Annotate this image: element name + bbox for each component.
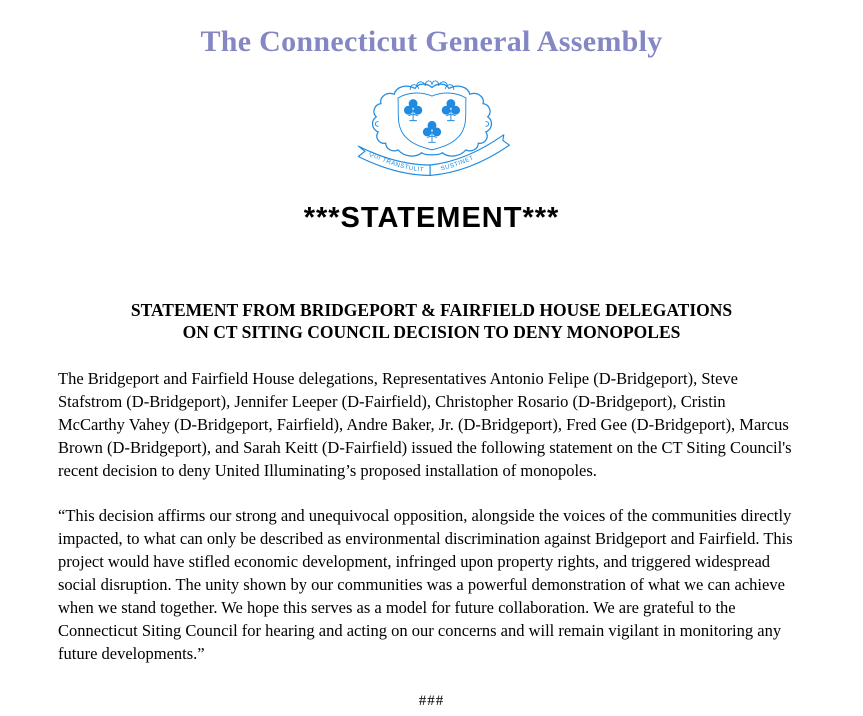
grapevine-left <box>404 100 421 121</box>
connecticut-coat-of-arms-icon <box>346 80 518 182</box>
state-crest <box>0 80 863 182</box>
statement-heading-line1: STATEMENT FROM BRIDGEPORT & FAIRFIELD HOUSE DELEGATIONS <box>130 300 733 320</box>
crest-cartouche <box>372 81 491 156</box>
statement-heading <box>0 300 863 343</box>
statement-banner: ***STATEMENT*** <box>303 202 560 234</box>
motto-left: QUI TRANSTULIT <box>367 150 424 174</box>
grapevine-bottom <box>423 121 440 142</box>
statement-paragraph-1: The Bridgeport and Fairfield House delegations, Representatives Antonio Felipe (D-Bridgeport), Steve Stafstrom (D-Bridgeport), Jennifer Leeper (D-Fairfield), Christopher Rosario (D-Bridgeport), Cristin McCarthy Vahey (D-Bridgeport, Fairfield), Andre Baker, Jr. (D-Bridgeport), Fred Gee (D-Bridgeport), Marcus Brown (D-Bridgeport), and Sarah Keitt (D-Fairfield) issued the following statement on the CT Siting Council's recent decision to deny United Illuminating’s proposed installation of monopoles. <box>58 369 792 480</box>
end-mark: ### <box>418 693 445 709</box>
masthead-title: The Connecticut General Assembly <box>200 25 663 58</box>
grapevine-right <box>442 100 459 121</box>
grapevines <box>404 100 459 143</box>
statement-paragraph-2: “This decision affirms our strong and unequivocal opposition, alongside the voices of the communities directly impacted, to what can only be described as environmental discrimination against Bridgeport and Fairfield. This project would have stifled economic development, infringed upon property rights, and triggered widespread social disruption. The unity shown by our communities was a powerful demonstration of what we can achieve when we stand together. We hope this serves as a model for future collaboration. We are grateful to the Connecticut Siting Council for hearing and acting on our concerns and will remain vigilant in monitoring any future developments.” <box>58 506 793 663</box>
statement-heading-line2: ON CT SITING COUNCIL DECISION TO DENY MONOPOLES <box>182 321 681 342</box>
motto-right: SUSTINET <box>439 154 475 173</box>
